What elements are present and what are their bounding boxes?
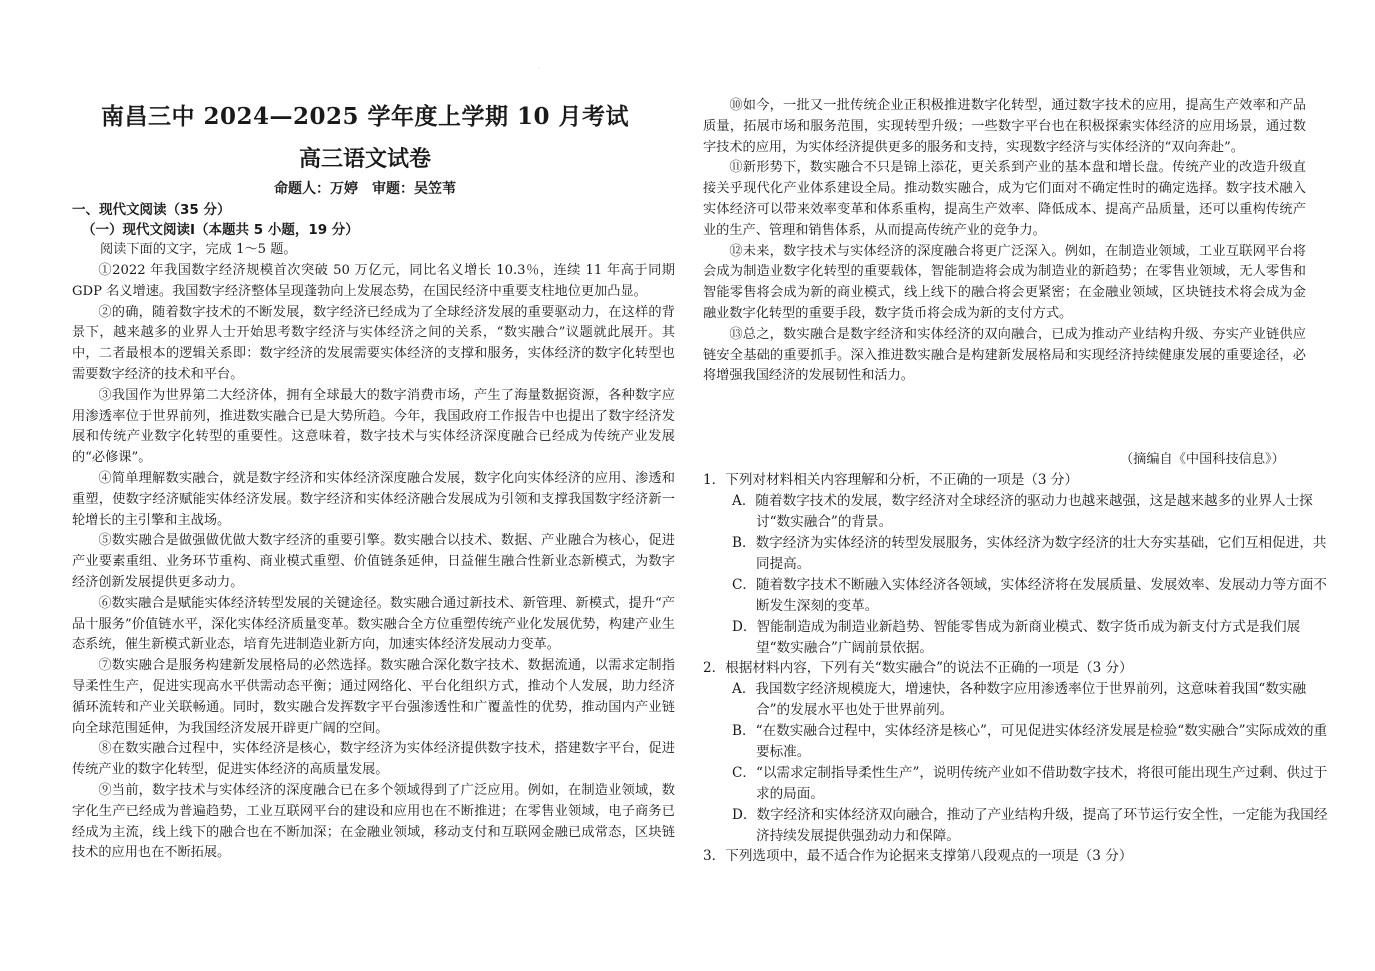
subsection-title: （一）现代文阅读Ⅰ（本题共 5 小题，19 分） bbox=[82, 222, 359, 238]
question-2-option-d: D．数字经济和实体经济双向融合，推动了产业结构升级，提高了环节运行安全性，一定能为我国经济持续发展提供强劲动力和保障。 bbox=[732, 807, 1328, 844]
article-paragraph-2: ②的确，随着数字技术的不断发展，数字经济已经成为了全球经济发展的重要驱动力，在这样的背景下，越来越多的业界人士开始思考数字经济与实体经济之间的关系，“数实融合”议题就此展开。其中，二者最根本的逻辑关系即：数字经济的发展需要实体经济的支撑和服务，实体经济的数字化转型也需要数字经济的技术和平台。 bbox=[72, 304, 675, 382]
article-paragraph-8: ⑧在数实融合过程中，实体经济是核心，数字经济为实体经济提供数字技术，搭建数字平台，促进传统产业的数字化转型，促进实体经济的高质量发展。 bbox=[72, 741, 675, 778]
question-2-option-a: A．我国数字经济规模庞大，增速快，各种数字应用渗透率位于世界前列，这意味着我国“数实融合”的发展水平也处于世界前列。 bbox=[732, 681, 1307, 718]
question-2-option-b: B．“在数实融合过程中，实体经济是核心”，可见促进实体经济发展是检验“数实融合”实际成效的重要标准。 bbox=[732, 723, 1328, 760]
question-2-stem: 2．根据材料内容，下列有关“数实融合”的说法不正确的一项是（3 分） bbox=[703, 660, 1133, 676]
article-paragraph-1: ①2022 年我国数字经济规模首次突破 50 万亿元，同比名义增长 10.3％，连续 11 年高于同期 GDP 名义增速。我国数字经济整体呈现蓬勃向上发展态势，在国民经济中重要支柱地位更加凸显。 bbox=[72, 263, 675, 299]
question-1-option-c: C．随着数字技术不断融入实体经济各领域，实体经济将在发展质量、发展效率、发展动力等方面不断发生深刻的变革。 bbox=[732, 577, 1327, 614]
question-2-option-c: C．“以需求定制指导柔性生产”，说明传统产业如不借助数字技术，将很可能出现生产过剩、供过于求的局面。 bbox=[732, 765, 1328, 802]
exam-title: 南昌三中 2024—2025 学年度上学期 10 月考试 bbox=[100, 103, 630, 130]
article-paragraph-9: ⑨当前，数字技术与实体经济的深度融合已在多个领域得到了广泛应用。例如，在制造业领域，数字化生产已经成为普遍趋势，工业互联网平台的建设和应用也在不断推进；在零售业领域，电子商务已经成为主流，线上线下的融合也在不断加深；在金融业领域，移动支付和互联网金融已成常态，区块链技术的应用也在不断拓展。 bbox=[72, 782, 675, 861]
article-source: （摘编自《中国科技信息》） bbox=[1120, 452, 1285, 467]
exam-subtitle: 高三语文试卷 bbox=[298, 146, 431, 172]
reading-instruction: 阅读下面的文字，完成 1～5 题。 bbox=[100, 242, 297, 257]
article-paragraph-5: ⑤数实融合是做强做优做大数字经济的重要引擎。数实融合以技术、数据、产业融合为核心，促进产业要素重组、业务环节重构、商业模式重塑、价值链条延伸，日益催生融合性新业态新模式，为数字经济创新发展提供更多动力。 bbox=[72, 533, 675, 590]
section-title: 一、现代文阅读（35 分） bbox=[72, 202, 231, 218]
article-paragraph-4: ④简单理解数实融合，就是数字经济和实体经济深度融合发展，数字化向实体经济的应用、渗透和重塑，使数字经济赋能实体经济发展。数字经济和实体经济融合发展成为引领和支撑我国数字经济新一轮增长的主引擎和主战场。 bbox=[72, 470, 675, 528]
exam-authors: 命题人：万婷 审题：吴笠苇 bbox=[274, 181, 456, 197]
question-3-stem: 3．下列选项中，最不适合作为论据来支撑第八段观点的一项是（3 分） bbox=[703, 848, 1133, 864]
article-left-column bbox=[72, 261, 675, 861]
question-1-option-a: A．随着数字技术的发展，数字经济对全球经济的驱动力也越来越强，这是越来越多的业界人士探讨“数实融合”的背景。 bbox=[732, 493, 1313, 530]
article-paragraph-6: ⑥数实融合是赋能实体经济转型发展的关键途径。数实融合通过新技术、新管理、新模式，提升“产品十服务”价值链水平，深化实体经济质量变革。数实融合全方位重塑传统产业化发展优势，构建产业生态系统，催生新模式新业态，培育先进制造业新方向，加速实体经济发展动力变革。 bbox=[72, 595, 675, 653]
question-1-option-d: D．智能制造成为制造业新趋势、智能零售成为新商业模式、数字货币成为新支付方式是我们展望“数实融合”广阔前景依据。 bbox=[732, 619, 1301, 656]
article-paragraph-3: ③我国作为世界第二大经济体，拥有全球最大的数字消费市场，产生了海量数据资源，各种数字应用渗透率位于世界前列，推进数实融合已是大势所趋。今年，我国政府工作报告中也提出了数字经济发展和传统产业数字化转型的重要性。这意味着，数字技术与实体经济深度融合已经成为传统产业发展的“必修课”。 bbox=[72, 387, 675, 466]
question-1-stem: 1．下列对材料相关内容理解和分析，不正确的一项是（3 分） bbox=[703, 472, 1079, 488]
article-paragraph-11: ⑪新形势下，数实融合不只是锦上添花，更关系到产业的基本盘和增长盘。传统产业的改造升级直接关乎现代化产业体系建设全局。推动数实融合，成为它们面对不确定性时的确定选择。数字技术融入实体经济可以带来效率变革和体系重构，提高生产效率、降低成本、提高产品质量，还可以重构传统产业的生产、管理和销售体系，从而提高传统产业的竞争力。 bbox=[703, 160, 1306, 238]
article-paragraph-10: ⑩如今，一批又一批传统企业正积极推进数字化转型，通过数字技术的应用，提高生产效率和产品质量，拓展市场和服务范围，实现转型升级；一些数字平台也在积极探索实体经济的应用场景，通过数字技术的应用，为实体经济提供更多的服务和支持，实现数字经济与实体经济的“双向奔赴”。 bbox=[703, 98, 1306, 155]
article-paragraph-13: ⑬总之，数实融合是数字经济和实体经济的双向融合，已成为推动产业结构升级、夯实产业链供应链安全基础的重要抓手。深入推进数实融合是构建新发展格局和实现经济持续健康发展的重要途径，必将增强我国经济的发展韧性和活力。 bbox=[703, 326, 1306, 384]
question-1-option-b: B．数字经济为实体经济的转型发展服务，实体经济为数字经济的壮大夯实基础，它们互相促进，共同提高。 bbox=[732, 535, 1327, 572]
article-paragraph-12: ⑫未来，数字技术与实体经济的深度融合将更广泛深入。例如，在制造业领域，工业互联网平台将会成为制造业数字化转型的重要载体，智能制造将会成为制造业的新趋势；在零售业领域，无人零售和智能零售将会成为新的商业模式，线上线下的融合将会更紧密；在金融业领域，区块链技术将会成为金融业数字化转型的重要手段，数字货币将会成为新的支付方式。 bbox=[703, 243, 1306, 321]
article-right-column bbox=[703, 96, 1306, 387]
article-paragraph-7: ⑦数实融合是服务构建新发展格局的必然选择。数实融合深化数字技术、数据流通，以需求定制指导柔性生产，促进实现高水平供需动态平衡；通过网络化、平台化组织方式，推动个人发展，助力经济循环流转和产业关联畅通。同时，数实融合发挥数字平台强渗透性和广覆盖性的优势，推动国内产业链向全球范围延伸，为我国经济发展开辟更广阔的空间。 bbox=[72, 658, 675, 736]
scan-mark: · bbox=[538, 66, 540, 72]
